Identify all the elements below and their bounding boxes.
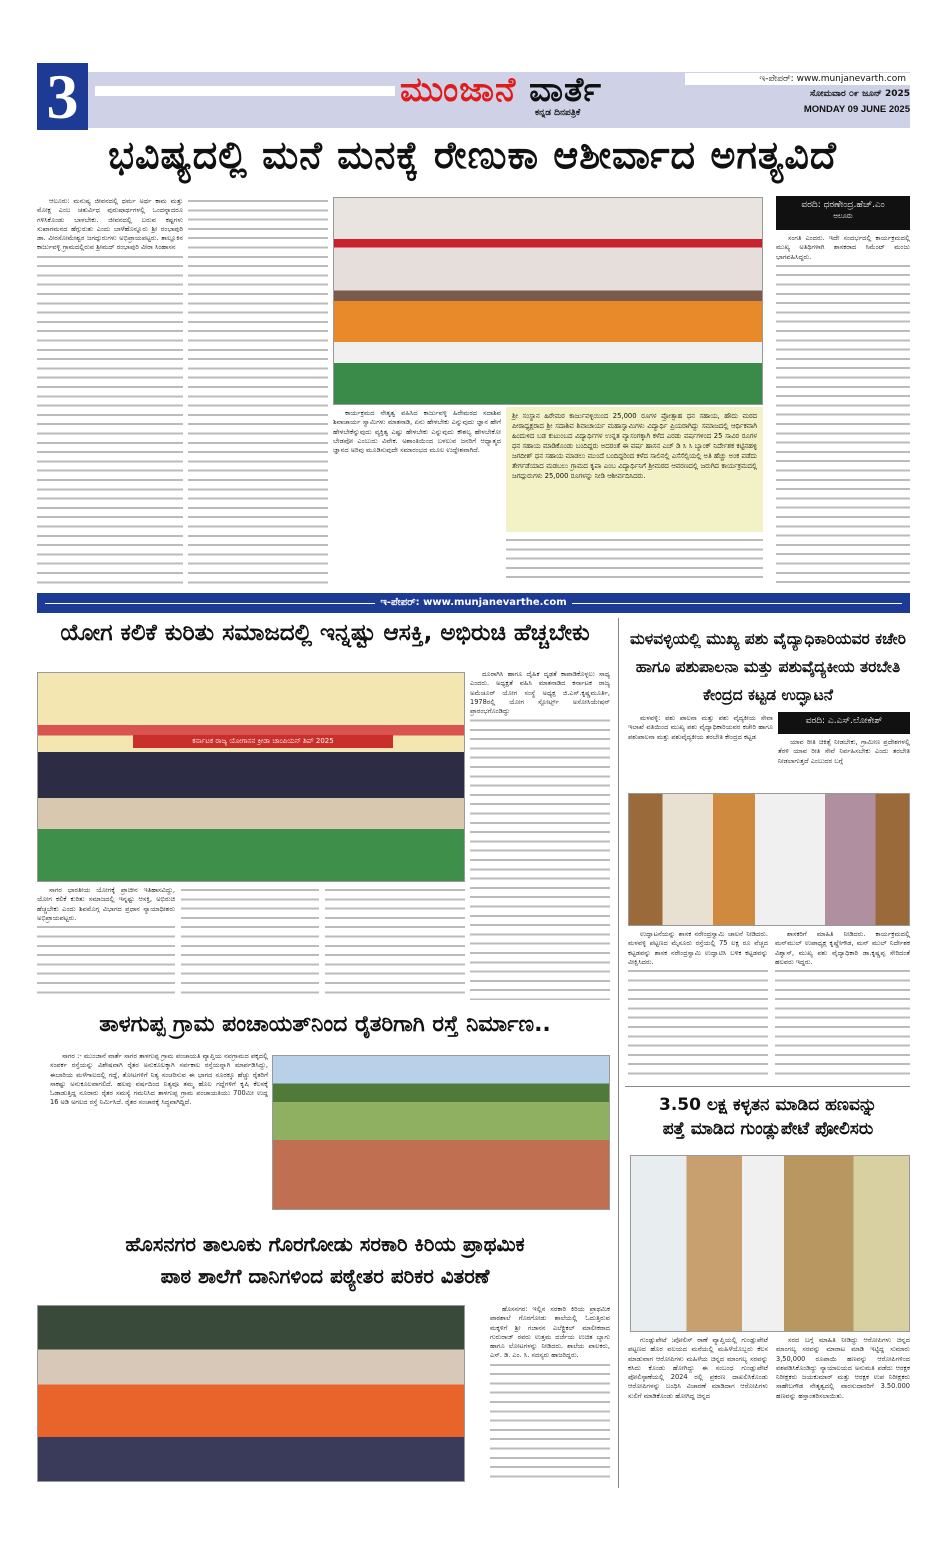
epaper-bar [37, 593, 910, 613]
gundlupet-headline [622, 1093, 914, 1141]
epaper-bar-link[interactable]: ಇ-ಪೇಪರ್: www.munjanevarthe.com [380, 597, 567, 608]
byline: ವರದಿ: ಎ.ಎಸ್.ಲೋಕೇಶ್ [778, 712, 910, 734]
article-column [778, 738, 910, 792]
paragraph: ಸಾಗರ ಭಾರತೀಯ ಯೋಗಕ್ಕೆ ಪ್ರಾಚೀನ ಇತಿಹಾಸವಿದ್ದು, ಯೋಗ ಕಲಿಕೆ ಕುರಿತು ಸಮಾಜದಲ್ಲಿ ಇನ್ನಷ್ಟು ಆಸಕ್ತಿ, ಅಭಿರುಚಿ ಹೆಚ್ಚಬೇಕು ಎಂದು ಶಿವಮೊಗ್ಗ ವಿಭಾಗದ ಪ್ರಧಾನ ನ್ಯಾಯಾಧೀಶರು ಅಭಿಪ್ರಾಯಪಟ್ಟರು. [37, 886, 175, 922]
police-photo [630, 1155, 910, 1332]
headline-line: ಹೊಸನಗರ ತಾಲೂಕು ಗೊರಗೋಡು ಸರಕಾರಿ ಕಿರಿಯ ಪ್ರಾಥಮಿಕ [125, 1232, 525, 1256]
article-column [490, 1305, 610, 1482]
masthead-stripe [95, 86, 395, 96]
hosanagara-headline [30, 1228, 620, 1292]
article-column [37, 886, 175, 1000]
date-kannada: ಸೋಮವಾರ ೦೯ ಜೂನ್ 2025 [810, 89, 910, 99]
malavalli-headline: ಮಳವಳ್ಳಿಯಲ್ಲಿ ಮುಖ್ಯ ಪಶು ವೈದ್ಯಾಧಿಕಾರಿಯವರ ಕಚೇರಿ ಹಾಗೂ ಪಶುಪಾಲನಾ ಮತ್ತು ಪಶುವೈದ್ಯಕೀಯ ತರಬೇತಿ ಕೇಂದ್ರದ ಕಟ್ಟಡ ಉದ್ಘಾಟನೆ [630, 630, 906, 704]
article-column [775, 930, 910, 1080]
date-english: MONDAY 09 JUNE 2025 [803, 104, 910, 115]
headline-line: ಪಾಠ ಶಾಲೆಗೆ ದಾನಿಗಳಿಂದ ಪಠ್ಯೇತರ ಪರಿಕರ ವಿತರಣೆ [160, 1264, 490, 1288]
logo-part2: ವಾರ್ತೆ [529, 70, 602, 110]
paragraph: ಉದ್ಘಾಟನೆಯನ್ನು ಶಾಸಕ ನರೇಂದ್ರಸ್ವಾಮಿ ಚಾಲನೆ ನೀಡಿದರು. ಮಳವಳ್ಳಿ ಪಟ್ಟಣದ ಮೈಸೂರು ರಸ್ತೆಯಲ್ಲಿ 75 ಲಕ್ಷ ರೂ ವೆಚ್ಚದ ಕಟ್ಟಡವನ್ನು ಶಾಸಕ ನರೇಂದ್ರಸ್ವಾಮಿ ಉದ್ಘಾಟಿಸಿ ಬಳಿಕ ಕಟ್ಟಡವನ್ನು ವೀಕ್ಷಿಸಿದರು. [628, 930, 768, 966]
column-divider [618, 618, 619, 1488]
headline-line: ಪತ್ತೆ ಮಾಡಿದ ಗುಂಡ್ಲುಪೇಟೆ ಪೋಲಿಸರು [662, 1119, 874, 1139]
paragraph: ಮಳವಳ್ಳಿ: ಪಶು ಪಾಲನಾ ಮತ್ತು ಪಶು ವೈದ್ಯಕೀಯ ಸೇವಾ ಇಲಾಖೆ ವತಿಯಿಂದ ಮುಖ್ಯ ಪಶು ವೈದ್ಯಾಧಿಕಾರಿಯವರ ಕಚೇರಿ ಹಾಗೂ ಪಶುಪಾಲನಾ ಮತ್ತು ಪಶುವೈದ್ಯಕೀಯ ತರಬೇತಿ ಕೇಂದ್ರದ ಕಟ್ಟಡ [628, 714, 773, 741]
article-column-continued [325, 886, 465, 1000]
main-headline: ಭವಿಷ್ಯದಲ್ಲಿ ಮನೆ ಮನಕ್ಕೆ ರೇಣುಕಾ ಆಶೀರ್ವಾದ ಅಗತ್ಯವಿದೆ [108, 133, 837, 177]
article-column [628, 714, 773, 792]
paragraph: ಯಾವ ರೀತಿ ಚಿಕಿತ್ಸೆ ನೀಡಬೇಕು, ಗ್ರಾಮೀಣ ಪ್ರದೇಶಗಳಲ್ಲಿ ತೆರಳಿ ಯಾವ ರೀತಿ ಸೇವೆ ನಿರ್ವಹಿಸಬೇಕು ಎಂದು ತರಬೇತಿ ನೀಡಲಾಗುತ್ತದೆ ಎಂಬುದರ ಬಗ್ಗೆ [778, 738, 910, 765]
logo-part1: ಮುಂಜಾನೆ [400, 70, 517, 110]
epaper-link[interactable]: ಇ-ಪೇಪರ್: www.munjanevarth.com [685, 73, 910, 85]
paragraph: ಸರದ ಬಗ್ಗೆ ಮಾಹಿತಿ ನೀಡಿದ್ದು ಆರೋಪಿಗಳು ಚಿನ್ನದ ಮಾಂಗಲ್ಯ ಸರವನ್ನು ಮಾರಾಟ ಮಾಡಿ ಇಟ್ಟಿದ್ದ ಸುಮಾರು 3,50,000 ರೂಪಾಯಿ ಹಣವನ್ನು ಆರೋಪಿಗಳಿಂದ ವಶಪಡಿಸಿಕೊಂಡಿದ್ದು ನ್ಯಾಯಾಲಯದ ಅನುಮತಿ ಪಡೆದು ಆರಕ್ಷಕ ನಿರೀಕ್ಷಕರು ಜಯಕುಮಾರ್ ಮತ್ತು ಆರಕ್ಷಕ ಉಪ ನಿರೀಕ್ಷಕರು ಸಾಹೇಬಗೌಡ ನೇತೃತ್ವದಲ್ಲಿ ವಾರಸುದಾರರಿಗೆ 3.50.000 ಹಣವನ್ನು ಹಸ್ತಾಂತರಿಸಲಾಯಿತು. [776, 1336, 910, 1400]
article-column [333, 409, 501, 585]
byline [776, 196, 910, 230]
paragraph: ದೂರಾಗಿಸಿ ಹಾಗೂ ದೈಹಿಕ ದೃಢತೆ ಕಾಪಾಡಿಕೊಳ್ಳಲು ಸಾಧ್ಯ ಎಂದರು. ಅಧ್ಯಕ್ಷತೆ ವಹಿಸಿ ಮಾತನಾಡಿದ ಕರ್ನಾಟಕ ರಾಜ್ಯ ಅಮೆಚೂರ್ ಯೋಗ ಸಂಸ್ಥೆ ಅಧ್ಯಕ್ಷ ಜಿ.ಎಸ್.ಕೃಷ್ಣಮೂರ್ತಿ, 1978ರಲ್ಲಿ ಯೋಗ ಸ್ಪೋರ್ಟ್ಸ್ ಅಸೋಸಿಯೇಷನ್ ಪ್ರಾರಂಭಗೊಂಡಿದ್ದು [470, 670, 610, 716]
paragraph: ಹೊಸನಗರ: ಇಲ್ಲಿನ ಸರಕಾರಿ ಕಿರಿಯ ಪ್ರಾಥಮಿಕ ಪಾಠಶಾಲೆ ಗೊರಗೋಡು ಶಾಲೆಯಲ್ಲಿ ಓದುತ್ತಿರುವ ಮಕ್ಕಳಿಗೆ ಶ್ರೀ ಗಜಾನನ ಎಲೆಕ್ಟ್ರಿಕಲ್ ಮಾಲೀಕರಾದ ಗುರುರಾಜ್ ರವರು ಉತ್ತಮ ದರ್ಜೆಯ ಉಚಿತ ಬ್ಯಾಗು ಹಾಗೂ ಲೋಟಗಳನ್ನು ನೀಡಿದರು. ಶಾಲೆಯ ಪಾಲಕರು, ಎಸ್. ಡಿ. ಎಂ. ಸಿ. ಸದಸ್ಯರು ಹಾಜರಿದ್ದರು. [490, 1305, 610, 1360]
article-column [776, 1336, 910, 1484]
article-column [628, 1336, 768, 1484]
school-photo [37, 1305, 465, 1482]
paragraph: ಸಾಗರ :- ಮುಂಜಾನೆ ವಾರ್ತೆ ಸಾಗರ ತಾಳಗುಪ್ಪ ಗ್ರಾಮ ಪಂಚಾಯತಿ ವ್ಯಾಪ್ತಿಯ ನವಗ್ರಾಮದ ಪಕ್ಕದಲ್ಲಿ ಸಂಪರ್ಕ ರಸ್ತೆಯನ್ನು ವಿಶೇಷವಾಗಿ ರೈತರ ಅನುಕೂಲಕ್ಕಾಗಿ ಸರ್ವಕಾಲ ರಸ್ತೆಯನ್ನಾಗಿ ಮಾರ್ಪಡಿಸಿದ್ದು, ಈಬಾರಿಯ ಮಳೆಗಾಲದಲ್ಲಿ ಗದ್ದೆ, ತೋಟಗಳಿಗೆ ನಿತ್ಯ ಸಂಚರಿಸುವ ಈ ಭಾಗದ ನೂರಕ್ಕೂ ಹೆಚ್ಚು ರೈತರಿಗೆ ಸಾಕಷ್ಟು ಅನುಕೂಲವಾಗಲಿದೆ. ಹಲವು ವರ್ಷದಿಂದ ನಿತ್ಯವೂ ತಮ್ಮ ಹೊಲ ಗದ್ದೆಗಳಿಗೆ ಕೃಷಿ ಕೆಲಸಕ್ಕೆ ಓಡಾಡುತ್ತಿದ್ದ ನೂರಾರು ರೈತರ ಸಮಸ್ಯೆ ಗಮನಿಸಿದ ತಾಳಗುಪ್ಪ ಗ್ರಾಮ ಪಂಚಾಯತಿಯು 700ಮೀ ಉದ್ದ 16 ಅಡಿ ಅಗಲದ ರಸ್ತೆ ನಿರ್ಮಿಸಿದೆ. ರೈತರ ಸಂಚಾರಕ್ಕೆ ಸಿದ್ಧವಾಗಿದ್ದಿದೆ. [50, 1052, 268, 1107]
article-column [37, 197, 183, 585]
article-column [776, 234, 910, 585]
page-number: 3 [37, 63, 88, 130]
article-column-continued [188, 197, 328, 585]
paragraph: ಸಂಗತಿ ಎಂದರು. ಇದೇ ಸಂದರ್ಭದಲ್ಲಿ ಕಾರ್ಯಕ್ರಮದಲ್ಲಿ ಮುಖ್ಯ ಅತಿಥಿಗಳಾಗಿ ಶಾಸಕರಾದ ಸಿಮೆಂಟ್ ಮಂಜು ಭಾಗವಹಿಸಿದ್ದರು. [776, 234, 910, 261]
paragraph: ಶಾಸಕರಿಗೆ ಮಾಹಿತಿ ನೀಡಿದರು. ಕಾರ್ಯಕ್ರಮದಲ್ಲಿ ಮನ್‌ಮುಲ್ ಉಪಾಧ್ಯಕ್ಷ ಕೃಷ್ಣೇಗೌಡ, ಮನ್ ಮುಲ್ ನಿರ್ದೇಶಕ ವಿಶ್ವಾಸ್, ಮುಖ್ಯ ಪಶು ವೈದ್ಯಾಧಿಕಾರಿ ಡಾ.ಕೃಷ್ಣಪ್ಪ ಸೇರಿದಂತೆ ಹಲವರು ಇದ್ದರು. [775, 930, 910, 966]
inauguration-photo [628, 793, 910, 926]
headline-line: 3.50 ಲಕ್ಷ ಕಳ್ಳತನ ಮಾಡಿದ ಹಣವನ್ನು [658, 1095, 878, 1115]
byline-name: ವರದಿ: ಧರಣೇಂದ್ರ.ಹೆಚ್.ಎಂ [801, 200, 885, 210]
ceremony-photo [333, 197, 763, 405]
paragraph: ಕಾರ್ಯಕ್ರಮದ ನೇತೃತ್ವ ವಹಿಸಿದ ಕಾರ್ಜುವಳ್ಳಿ ಹಿರೇಮಠದ ಸದಾಶಿವ ಶಿವಾಚಾರ್ಯ ಸ್ವಾಮಿಗಳು ಮಾತನಾಡಿ, ಏನು ಹೇಳಬೇಕು ಎನ್ನುವುದು ಜ್ಞಾನ ಹೇಗೆ ಹೇಳಬೇಕೆನ್ನುವುದು ವ್ಯಕ್ತಿತ್ವ ಎಷ್ಟು ಹೇಳಬೇಕು ಎನ್ನುವುದು ಕೌಶಲ್ಯ ಹೇಳಬೇಕೋ ಬೇಡವೋ ಎಂಬುದು ವಿವೇಕ. ಅಶಾಂತಿಯಿಂದ ಬಳಲುವ ಜನರಿಗೆ ಆಧ್ಯಾತ್ಮದ ಜ್ಞಾನದ ಅರಿವು ಮೂಡಿಸುವುದೇ ಸಮಾರಂಭದ ಮೂಲ ಉದ್ದೇಶವಾಗಿದೆ. [333, 409, 501, 455]
byline-place: ಆಲೂರು [833, 212, 853, 220]
paragraph: ಗುಂಡ್ಲುಪೇಟೆ :ಪೋಲಿಸ್ ಠಾಣೆ ವ್ಯಾಪ್ತಿಯಲ್ಲಿ ಗುಂಡ್ಲುಪೇಟೆ ಪಟ್ಟಣದ ಹೊರ ವಲಯದ ಮನೆಯಲ್ಲಿ ಮಹಿಳೆಯೊಬ್ಬರು ಕೆಲಸ ಮಾಡುವಾಗ ಆರೋಪಿಗಳು ಮಹಿಳೆಯ ಚಿನ್ನದ ಮಾಂಗಲ್ಯ ಸರವನ್ನು ಕಸಿದು ಕೊಂಡು ಹೋಗಿದ್ದು ಈ ಸಂಬಂಧ ಗುಂಡ್ಲುಪೇಟೆ ಪೋಲಿಸ್ಠಾಣೆಯಲ್ಲಿ 2024 ರಲ್ಲಿ ಪ್ರಕರಣ ದಾಖಲಿಸಿಕೊಂಡು ಆರೋಪಿಗಳನ್ನು ಬಂಧಿಸಿ ವಿಚಾರಣೆ ಮಾಡಿದಾಗ ಆರೋಪಿಗಳು ಸುಲಿಗೆ ಮಾಡಿಕೊಂಡು ಹೋಗಿದ್ದ ಚಿನ್ನದ [628, 1336, 768, 1400]
article-column-continued [181, 886, 319, 1000]
article-column [628, 930, 768, 1080]
tagline: ಕನ್ನಡ ದಿನಪತ್ರಿಕೆ [535, 108, 581, 118]
article-column [470, 670, 610, 1000]
talaguppa-headline: ತಾಳಗುಪ್ಪ ಗ್ರಾಮ ಪಂಚಾಯತ್‌ನಿಂದ ರೈತರಿಗಾಗಿ ರಸ್ತೆ ನಿರ್ಮಾಣ.. [99, 1012, 551, 1037]
article-column [50, 1052, 268, 1217]
yoga-headline: ಯೋಗ ಕಲಿಕೆ ಕುರಿತು ಸಮಾಜದಲ್ಲಿ ಇನ್ನಷ್ಟು ಆಸಕ್ತಿ, ಅಭಿರುಚಿ ಹೆಚ್ಚಬೇಕು [60, 620, 590, 646]
highlight-box: ಶ್ರೀ ಸಂಸ್ಥಾನ ಹಿರೇಮಠ ಕಾರ್ಜುವಳ್ಳಿಯಿಂದ 25,000 ರೂಗಳ ಪ್ರೋತ್ಸಾಹ ಧನ ಸಹಾಯ, ಹೌದು ಮಠದ ಪೀಠಾಧ್ಯಕ್ಷರಾದ ಶ್ರೀ ಸದಾಶಿವ ಶಿವಾಚಾರ್ಯ ಮಹಾಸ್ವಾಮಿಗಳು ವಿದ್ಯಾರ್ಥಿ ಪ್ರಿಯರಾಗಿದ್ದು ಸಮಾಜದಲ್ಲಿ ಆರ್ಥಿಕವಾಗಿ ಹಿಂದುಳಿದ ಬಡ ಕುಟುಂಬದ ವಿದ್ಯಾರ್ಥಿಗಳ ಉನ್ನತ ವ್ಯಾಸಂಗಕ್ಕಾಗಿ ಕಳೆದ ಎರಡು ವರ್ಷಗಳಿಂದ 25 ಸಾವಿರ ರೂಗಳ ಧನ ಸಹಾಯ ಮಾಡಿಕೊಂಡು ಬಂದಿದ್ದರು ಅದರಂತೆ ಈ ವರ್ಷ ಹಾಸನ ಎಚ್ ಡಿ ಸಿ ಸಿ ಬ್ಯಾಂಕ್ ನಿರ್ದೇಶಕ ಕಟ್ಟಿನಹಳ್ಳಿ ಜಗದೀಶ್ ಧನ ಸಹಾಯ ಮಾಡಲು ಮುಂದೆ ಬಂದಿದ್ದರಿಂದ ಕಳೆದ ಸಾಲಿನಲ್ಲಿ ಎಸೆಸೆಲ್ಸಿಯಲ್ಲಿ ಅತಿ ಹೆಚ್ಚು ಅಂಕ ಪಡೆದು ತೇರ್ಗಡೆಯಾದ ಮಡಬಲು ಗ್ರಾಮದ ಕೃಪಾ ಎಂಬ ವಿದ್ಯಾರ್ಥಿನಿಗೆ ಶ್ರೀಮಠದ ಆವರಣದಲ್ಲಿ ಜರುಗಿದ ಕಾರ್ಯಕ್ರಮದಲ್ಲಿ ಜಗದ್ಗುರುಗಳು 25,000 ರೂಗಳನ್ನು ನೀಡಿ ಆಶೀರ್ವದಿಸಿದರು. [506, 407, 763, 532]
photo-banner-text: ಕರ್ನಾಟಕ ರಾಜ್ಯ ಯೋಗಾಸನ ಕ್ರೀಡಾ ಚಾಂಪಿಯನ್ ಶಿಪ್ 2025 [133, 735, 393, 748]
yoga-photo [37, 672, 465, 882]
newspaper-logo [400, 70, 602, 110]
article-column [506, 536, 763, 585]
road-photo [272, 1055, 610, 1210]
section-divider [625, 1086, 910, 1087]
paragraph: ಆಲೂರು: ಮನುಷ್ಯ ಜೀವನದಲ್ಲಿ ಧರ್ಮ ಅರ್ಥ ಕಾಮ ಮತ್ತು ಮೋಕ್ಷ ಎಂಬ ಚತುರ್ವಿಧ ಪುರುಷಾರ್ಥಗಳಲ್ಲಿ ಒಂದನ್ನಾದರೂ ಗಳಿಸಿಕೊಂಡು ಬಾಳಬೇಕು. ಜೀವನದಲ್ಲಿ ಬರುವ ಕಷ್ಟಗಳು ಸುಖಾಗಮನದ ಹೆಗ್ಗುರುತು ಎಂದು ಬಾಳೆಹೊನ್ನೂರು ಶ್ರೀ ರಂಭಾಪುರಿ ಡಾ. ವೀರಸೋಮೇಶ್ವರ ಜಗದ್ಗುರುಗಳು ಅಭಿಪ್ರಾಯಪಟ್ಟರು. ತಾಲ್ಲೂಕಿನ ಕಾರ್ಜುವಳ್ಳಿ ಗ್ರಾಮದಲ್ಲಿರುವ ಶ್ರೀಮದ್ ರಂಭಾಪುರಿ ವೀರಾ ಸಿಂಹಾಸನ [37, 197, 183, 252]
